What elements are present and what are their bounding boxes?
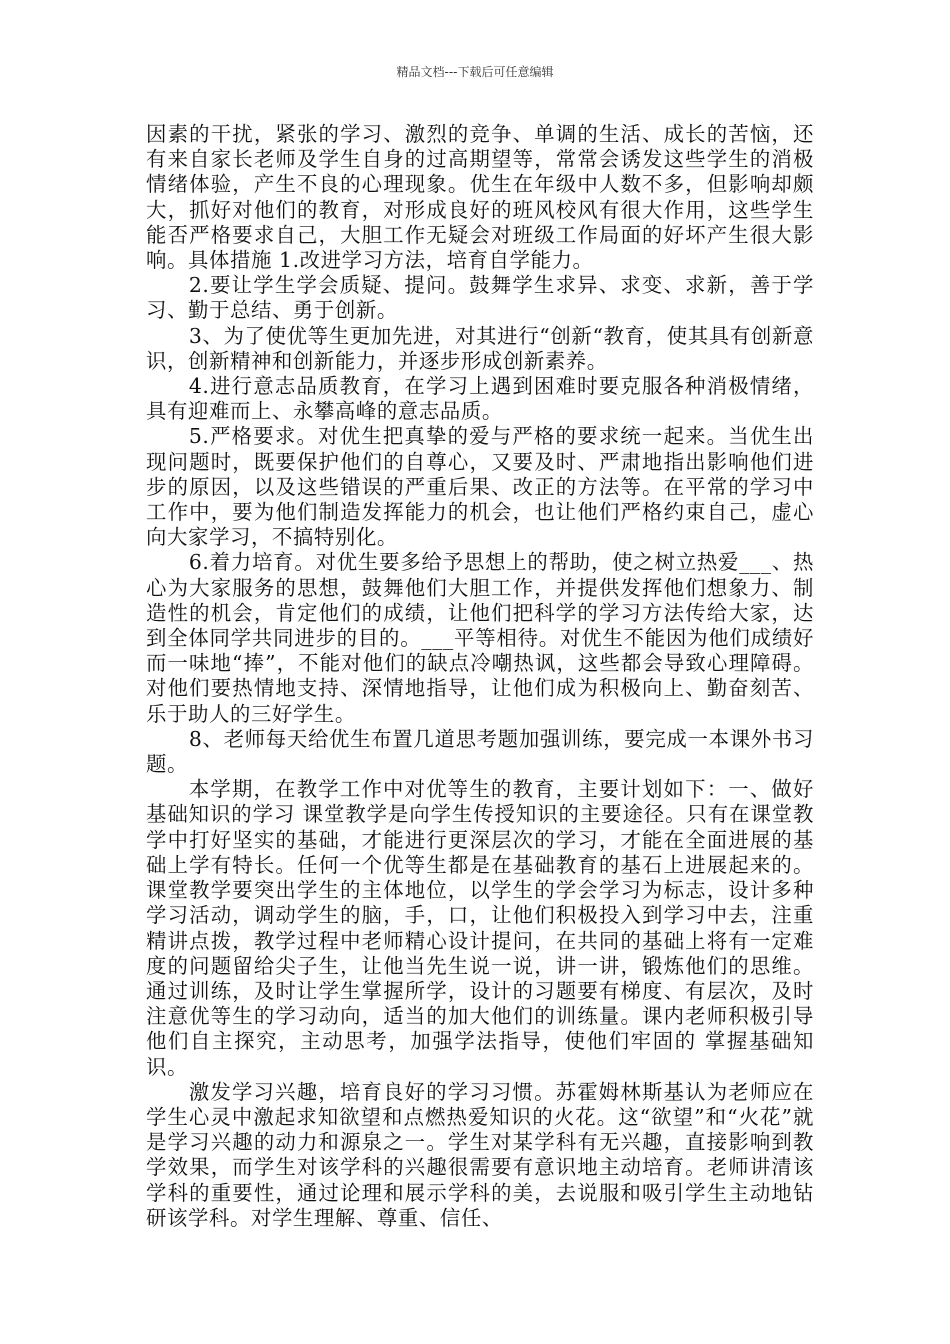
paragraph-3: 3、为了使优等生更加先进，对其进行“创新“教育，使其具有创新意识，创新精神和创新能力，并逐步形成创新素养。	[146, 323, 814, 373]
paragraph-5: 5.严格要求。对优生把真挚的爱与严格的要求统一起来。当优生出现问题时，既要保护他们的自尊心，又要及时、严肃地指出影响他们进步的原因，以及这些错误的严重后果、改正的方法等。在平常的学习中工作中，要为他们制造发挥能力的机会，也让他们严格约束自己，虚心向大家学习，不搞特别化。	[146, 424, 814, 550]
paragraph-8: 本学期，在教学工作中对优等生的教育，主要计划如下：一、做好基础知识的学习 课堂教学是向学生传授知识的主要途径。只有在课堂教学中打好坚实的基础，才能进行更深层次的学习，才能在全面进展的基础上学有特长。任何一个优等生都是在基础教育的基石上进展起来的。课堂教学要突出学生的主体地位，以学生的学会学习为标志，设计多种学习活动，调动学生的脑，手，口，让他们积极投入到学习中去，注重精讲点拨，教学过程中老师精心设计提问，在共同的基础上将有一定难度的问题留给尖子生，让他当先生说一说，讲一讲，锻炼他们的思维。通过训练，及时让学生掌握所学，设计的习题要有梯度、有层次，及时注意优等生的学习动向，适当的加大他们的训练量。课内老师积极引导他们自主探究，主动思考，加强学法指导，使他们牢固的 掌握基础知识。	[146, 777, 814, 1079]
paragraph-4: 4.进行意志品质教育，在学习上遇到困难时要克服各种消极情绪，具有迎难而上、永攀高峰的意志品质。	[146, 374, 814, 424]
paragraph-9: 激发学习兴趣，培育良好的学习习惯。苏霍姆林斯基认为老师应在学生心灵中激起求知欲望和点燃热爱知识的火花。这“欲望”和“火花”就是学习兴趣的动力和源泉之一。学生对某学科有无兴趣，直接影响到教学效果，而学生对该学科的兴趣很需要有意识地主动培育。老师讲清该学科的重要性，通过论理和展示学科的美，去说服和吸引学生主动地钻研该学科。对学生理解、尊重、信任、	[146, 1079, 814, 1230]
document-body	[146, 122, 814, 1231]
paragraph-1: 因素的干扰，紧张的学习、激烈的竞争、单调的生活、成长的苦恼，还有来自家长老师及学生自身的过高期望等，常常会诱发这些学生的消极情绪体验，产生不良的心理现象。优生在年级中人数不多，但影响却颇大，抓好对他们的教育，对形成良好的班风校风有很大作用，这些学生能否严格要求自己，大胆工作无疑会对班级工作局面的好坏产生很大影响。具体措施 1.改进学习方法，培育自学能力。	[146, 122, 814, 273]
page-header: 精品文档---下载后可任意编辑	[396, 65, 554, 79]
paragraph-2: 2.要让学生学会质疑、提问。鼓舞学生求异、求变、求新，善于学习、勤于总结、勇于创新。	[146, 273, 814, 323]
paragraph-7: 8、老师每天给优生布置几道思考题加强训练，要完成一本课外书习题。	[146, 726, 814, 777]
paragraph-6: 6.着力培育。对优生要多给予思想上的帮助，使之树立热爱___、热心为大家服务的思想，鼓舞他们大胆工作，并提供发挥他们想象力、制造性的机会，肯定他们的成绩，让他们把科学的学习方法传给大家，达到全体同学共同进步的目的。___平等相待。对优生不能因为他们成绩好而一味地“捧”，不能对他们的缺点冷嘲热讽，这些都会导致心理障碍。对他们要热情地支持、深情地指导，让他们成为积极向上、勤奋刻苦、乐于助人的三好学生。	[146, 550, 814, 726]
